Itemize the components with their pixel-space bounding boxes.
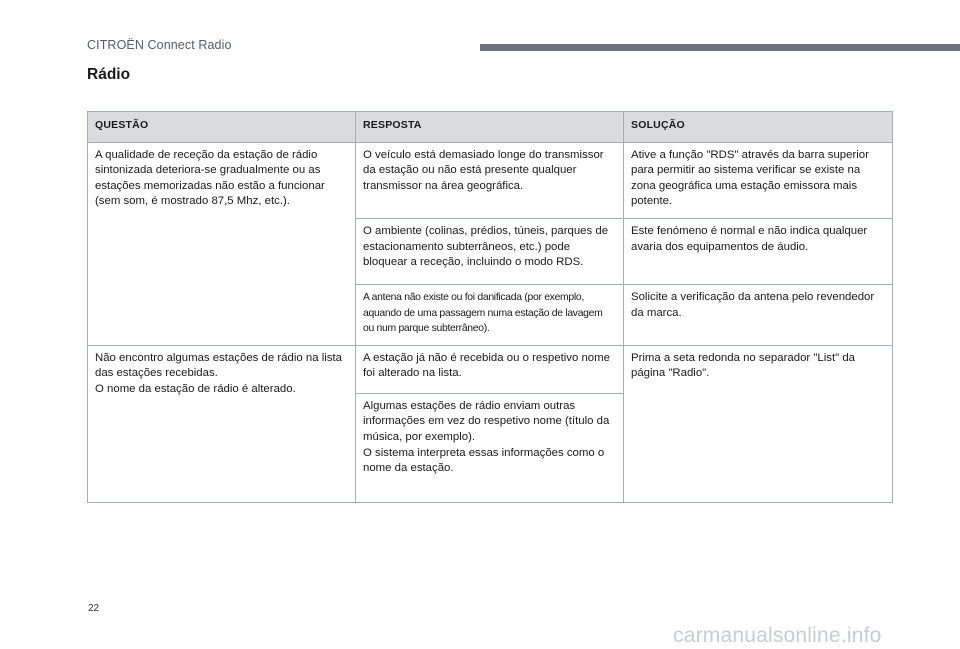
question-cell: Não encontro algumas estações de rádio na lista das estações recebidas. O nome da estação de rádio é alterado. [88, 345, 356, 502]
answer-cell: A estação já não é recebida ou o respetivo nome foi alterado na lista. [356, 345, 624, 393]
watermark-text: carmanualsonline.info [673, 624, 882, 647]
answer-cell: A antena não existe ou foi danificada (por exemplo, aquando de uma passagem numa estação de lavagem ou num parque subterrâneo). [356, 284, 624, 345]
table-row [88, 345, 893, 393]
solution-cell: Ative a função "RDS" através da barra superior para permitir ao sistema verificar se existe na zona geográfica uma estação emissora mais potente. [624, 142, 893, 218]
answer-cell: O ambiente (colinas, prédios, túneis, parques de estacionamento subterrâneos, etc.) pode bloquear a receção, incluindo o modo RDS. [356, 218, 624, 284]
table-header-row [88, 112, 893, 143]
solution-cell: Prima a seta redonda no separador "List" da página "Radio". [624, 345, 893, 502]
table-row [88, 142, 893, 218]
column-header-question: QUESTÃO [88, 112, 356, 143]
header-accent-bar [480, 44, 960, 51]
troubleshooting-table [87, 111, 893, 503]
question-cell: A qualidade de receção da estação de rádio sintonizada deteriora-se gradualmente ou as estações memorizadas não estão a funcionar (sem som, é mostrado 87,5 Mhz, etc.). [88, 142, 356, 345]
column-header-solution: SOLUÇÃO [624, 112, 893, 143]
answer-cell: O veículo está demasiado longe do transmissor da estação ou não está presente qualquer transmissor na área geográfica. [356, 142, 624, 218]
column-header-answer: RESPOSTA [356, 112, 624, 143]
section-title: Rádio [87, 66, 131, 83]
solution-cell: Este fenómeno é normal e não indica qualquer avaria dos equipamentos de áudio. [624, 218, 893, 284]
manual-brand-header: CITROËN Connect Radio [87, 38, 232, 52]
answer-cell: Algumas estações de rádio enviam outras informações em vez do respetivo nome (título da música, por exemplo). O sistema interpreta essas informações como o nome da estação. [356, 393, 624, 502]
page-number: 22 [88, 603, 100, 614]
solution-cell: Solicite a verificação da antena pelo revendedor da marca. [624, 284, 893, 345]
